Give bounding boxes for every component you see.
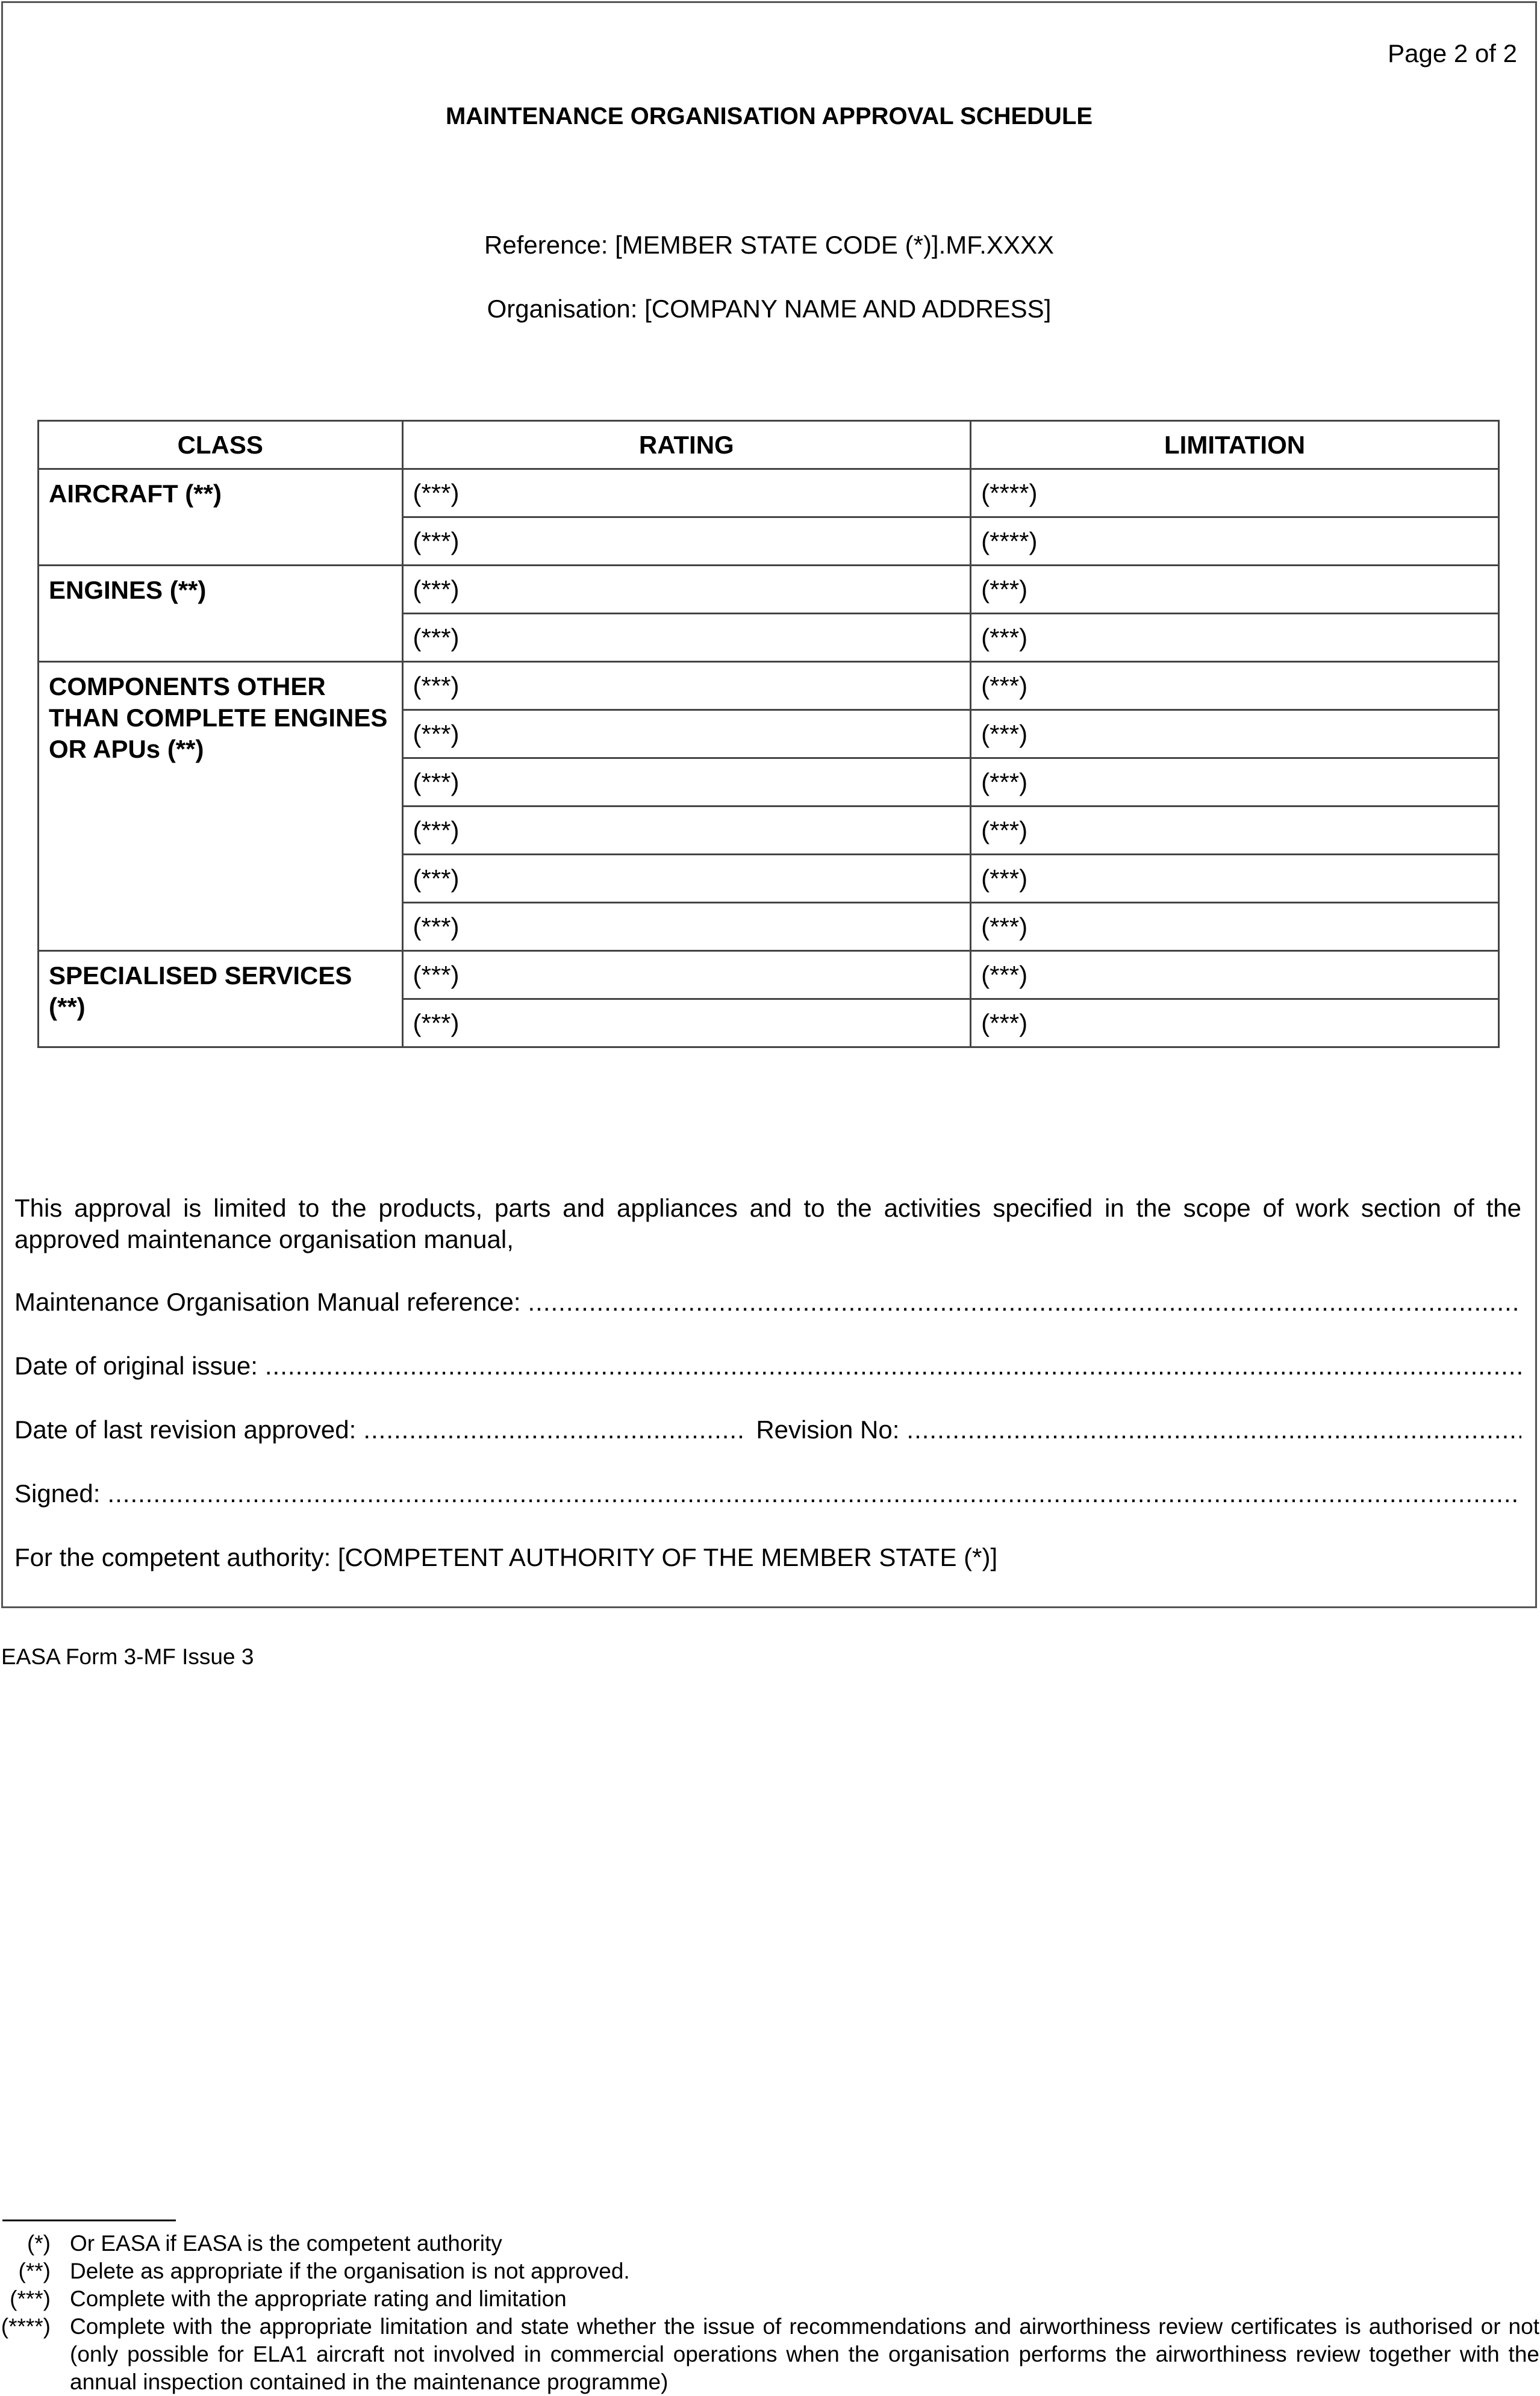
footnote-item	[0, 2230, 1540, 2257]
limitation-cell: (***)	[971, 710, 1499, 758]
page-title: MAINTENANCE ORGANISATION APPROVAL SCHEDULE	[445, 103, 1093, 129]
manual-reference-field	[14, 1288, 1521, 1317]
table-header-row	[39, 421, 1499, 469]
original-issue-label: Date of original issue:	[14, 1352, 258, 1380]
rating-cell: (***)	[402, 614, 971, 662]
signed-field	[14, 1479, 1521, 1508]
limitation-cell: (****)	[971, 517, 1499, 566]
last-revision-field	[14, 1415, 1521, 1444]
limitation-cell: (****)	[971, 469, 1499, 517]
rating-cell: (***)	[402, 710, 971, 758]
table-row	[39, 951, 1499, 999]
footnote-text: Complete with the appropriate rating and limitation	[70, 2286, 567, 2311]
manual-reference-dotted-line	[528, 1288, 1522, 1317]
rating-cell: (***)	[402, 903, 971, 951]
organisation-line: Organisation: [COMPANY NAME AND ADDRESS]	[487, 295, 1052, 323]
limitation-cell: (***)	[971, 999, 1499, 1047]
header-class: CLASS	[39, 421, 403, 469]
revision-no-label: Revision No:	[756, 1415, 900, 1444]
footnote-mark: (****)	[1, 2314, 51, 2339]
signed-dotted-line	[107, 1479, 1521, 1508]
page-number: Page 2 of 2	[1388, 39, 1517, 67]
class-engines: ENGINES (**)	[39, 566, 403, 662]
table-row	[39, 469, 1499, 517]
footnote-text: Complete with the appropriate limitation and state whether the issue of recommendations and airworthiness review certificates is authorised or not (only possible for ELA1 aircraft not involved in commercial operations when the organisation performs the airworthiness review together with the annual inspection contained in the maintenance programme)	[70, 2314, 1539, 2394]
footnote-mark: (*)	[26, 2231, 51, 2256]
rating-cell: (***)	[402, 951, 971, 999]
limitation-cell: (***)	[971, 855, 1499, 903]
class-specialised: SPECIALISED SERVICES (**)	[39, 951, 403, 1047]
rating-cell: (***)	[402, 469, 971, 517]
footnote-separator	[2, 2220, 176, 2221]
header-limitation: LIMITATION	[971, 421, 1499, 469]
class-components: COMPONENTS OTHER THAN COMPLETE ENGINES OR APUs (**)	[39, 662, 403, 951]
limitation-cell: (***)	[971, 951, 1499, 999]
competent-authority-line	[14, 1543, 1521, 1572]
table-row	[39, 566, 1499, 614]
rating-cell: (***)	[402, 855, 971, 903]
limitation-cell: (***)	[971, 758, 1499, 806]
footnote-item	[0, 2257, 1540, 2285]
last-revision-label: Date of last revision approved:	[14, 1415, 357, 1444]
form-identifier: EASA Form 3-MF Issue 3	[1, 1644, 254, 1669]
footnote-text: Delete as appropriate if the organisation is not approved.	[70, 2259, 630, 2283]
limitation-cell: (***)	[971, 662, 1499, 710]
rating-cell: (***)	[402, 566, 971, 614]
rating-cell: (***)	[402, 517, 971, 566]
approval-statement: This approval is limited to the products, parts and appliances and to the activities specified in the scope of work section of the approved maintenance organisation manual,	[14, 1194, 1521, 1253]
footnote-mark: (***)	[10, 2286, 51, 2311]
header-rating: RATING	[402, 421, 971, 469]
manual-reference-label: Maintenance Organisation Manual reference:	[14, 1288, 521, 1316]
limitation-cell: (***)	[971, 903, 1499, 951]
limitation-cell: (***)	[971, 566, 1499, 614]
footnote-item	[0, 2285, 1540, 2313]
rating-cell: (***)	[402, 999, 971, 1047]
rating-cell: (***)	[402, 806, 971, 855]
rating-cell: (***)	[402, 662, 971, 710]
footnote-item	[0, 2313, 1540, 2396]
limitation-cell: (***)	[971, 614, 1499, 662]
footnote-mark: (**)	[18, 2259, 51, 2283]
signed-label: Signed:	[14, 1479, 101, 1508]
limitation-cell: (***)	[971, 806, 1499, 855]
rating-cell: (***)	[402, 758, 971, 806]
footnote-text: Or EASA if EASA is the competent authority	[70, 2231, 502, 2256]
revision-no-dotted-line	[906, 1415, 1521, 1444]
class-aircraft: AIRCRAFT (**)	[39, 469, 403, 566]
footnotes	[0, 2230, 1540, 2396]
reference-line: Reference: [MEMBER STATE CODE (*)].MF.XXXX	[484, 231, 1054, 259]
original-issue-dotted-line	[265, 1352, 1521, 1381]
approval-schedule-table	[37, 420, 1500, 1048]
last-revision-dotted-line	[363, 1415, 743, 1444]
table-row	[39, 662, 1499, 710]
competent-authority-text: For the competent authority: [COMPETENT AUTHORITY OF THE MEMBER STATE (*)]	[14, 1543, 998, 1571]
original-issue-field	[14, 1352, 1521, 1381]
